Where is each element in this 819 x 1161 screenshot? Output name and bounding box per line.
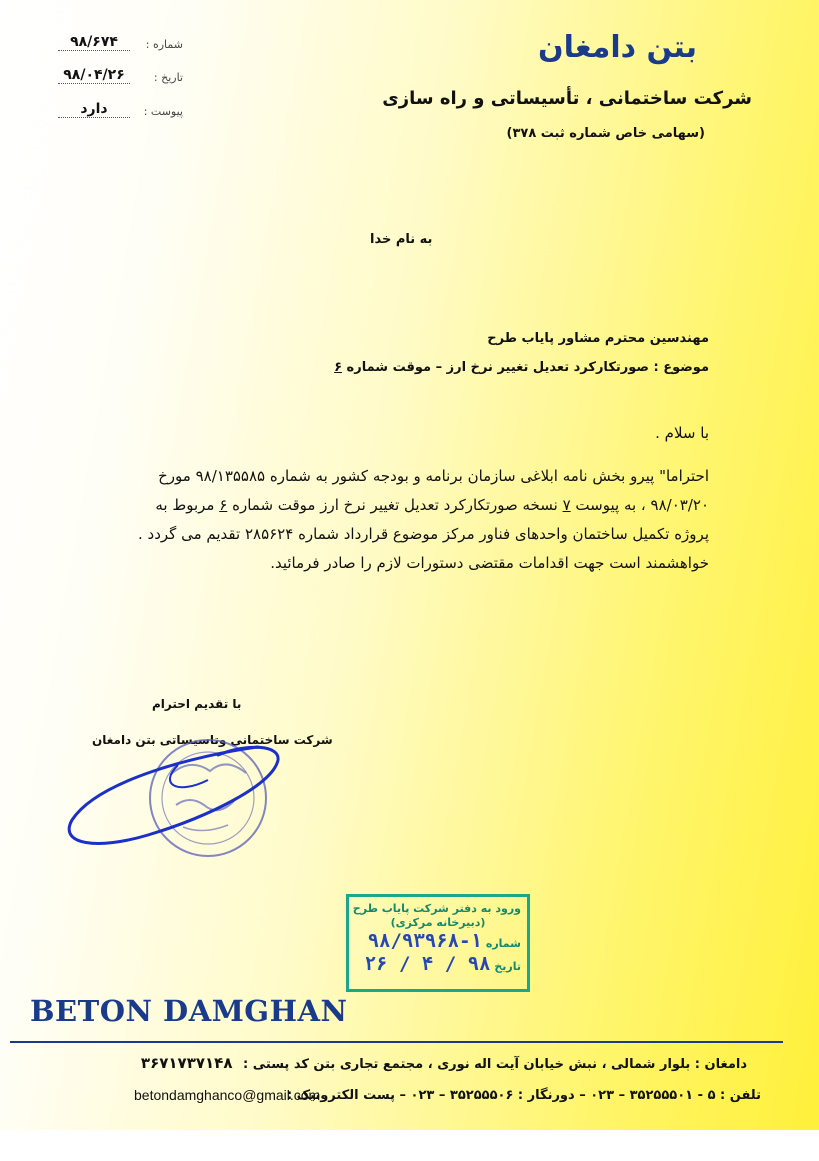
body-line-2-start: ۹۸/۰۳/۲۰ ، به پیوست (575, 496, 709, 514)
copies-count: ۷ (562, 496, 571, 514)
letter-body (109, 462, 709, 578)
postal-code: ۳۶۷۱۷۳۷۱۴۸ (140, 1054, 233, 1072)
body-line-1: احتراما" پیرو بخش نامه ابلاغی سازمان برنامه و بودجه کشور به شماره ۹۸/۱۳۵۵۸۵ مورخ (158, 467, 709, 485)
brand-title-en: BETON DAMGHAN (30, 994, 348, 1028)
statement-number: ۶ (219, 496, 228, 514)
subject-text: موضوع : صورتکارکرد تعدیل تغییر نرخ ارز – موقت شماره (346, 360, 709, 375)
meta-attachment (58, 101, 183, 121)
attachment-value: دارد (58, 101, 130, 118)
stamp-date-label: تاریخ (494, 960, 521, 973)
number-value: ۹۸/۶۷۴ (58, 34, 130, 51)
subject-number: ۶ (334, 360, 343, 375)
greeting: با سلام . (655, 424, 709, 442)
company-seal (150, 740, 266, 856)
signatory-company: شرکت ساختمانی وتاسیساتی بتن دامغان (92, 733, 333, 747)
closing: با تقدیم احترام (152, 697, 242, 711)
footer-email[interactable]: betondamghanco@gmail.com (134, 1087, 321, 1103)
body-line-3: پروژه تکمیل ساختمان واحدهای فناور مرکز موضوع قرارداد شماره ۲۸۵۶۲۴ تقدیم می گردد . (138, 525, 709, 543)
stamp-number-label: شماره (485, 937, 521, 950)
body-line-2 (109, 491, 709, 520)
date-label: تاریخ : (153, 71, 183, 84)
stamp-date-row (355, 953, 521, 975)
company-seal-signature (58, 735, 288, 885)
footer-address (141, 1054, 747, 1072)
stamp-number-row (355, 930, 521, 952)
subject-line (334, 360, 709, 375)
stamp-title: ورود به دفتر شرکت پایاب طرح (352, 902, 521, 915)
date-value: ۹۸/۰۴/۲۶ (58, 67, 130, 84)
stamp-date-value: ۹۸ / ۴ / ۲۶ (364, 953, 491, 975)
address-text: دامغان : بلوار شمالی ، نبش خیابان آیت اله نوری ، مجتمع تجاری بتن کد پستی : (243, 1057, 747, 1072)
recipient: مهندسین محترم مشاور پایاب طرح (487, 331, 709, 346)
received-stamp (346, 894, 530, 992)
attachment-label: پیوست : (143, 105, 183, 118)
brand-title-fa: بتن دامغان (537, 30, 697, 65)
body-line-2-mid: نسخه صورتکارکرد تعدیل تغییر نرخ ارز موقت شماره (232, 496, 558, 514)
body-line-2-end: مربوط به (155, 496, 215, 514)
meta-number (58, 34, 183, 54)
footer-divider (10, 1041, 783, 1043)
stamp-subtitle: (دبیرخانه مرکزی) (390, 916, 486, 929)
company-subtitle: شرکت ساختمانی ، تأسیساتی و راه سازی (382, 88, 752, 109)
body-line-4: خواهشمند است جهت اقدامات مقتضی دستورات لازم را صادر فرمائید. (270, 554, 709, 572)
footer-phone: تلفن : ۵ - ۳۵۲۵۵۵۰۱ – ۰۲۳ – دورنگار : ۳۵۲۵۵۵۰۶ – ۰۲۳ – پست الکترونیک : (286, 1088, 761, 1103)
registration-note: (سهامی خاص شماره ثبت ۳۷۸) (506, 126, 705, 141)
number-label: شماره : (145, 38, 183, 51)
stamp-number-value: ۱-۹۸/۹۳۹۶۸ (367, 930, 482, 952)
meta-date (58, 67, 183, 87)
bismillah: به نام خدا (370, 232, 433, 247)
